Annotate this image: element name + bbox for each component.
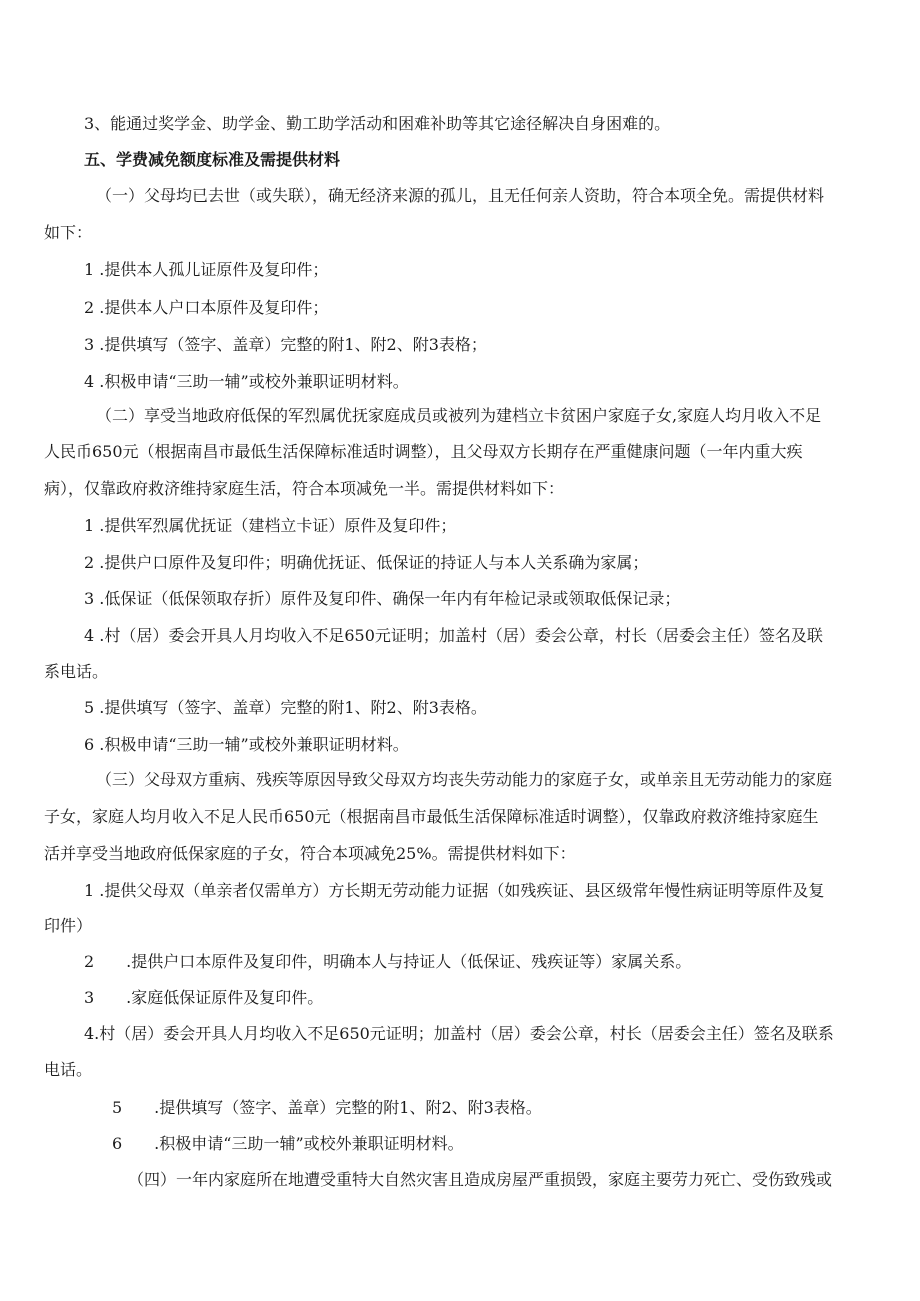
section-5-heading: 五、学费减免额度标准及需提供材料	[84, 150, 341, 169]
paragraph-2-line-1: （二）享受当地政府低保的军烈属优抚家庭成员或被列为建档立卡贫困户家庭子女,家庭人均月收入不足	[96, 406, 822, 425]
list-item: 1 .提供父母双（单亲者仅需单方）方长期无劳动能力证据（如残疾证、县区级常年慢性病证明等原件及复	[84, 881, 825, 900]
paragraph-1-line-2: 如下：	[44, 223, 93, 242]
list-item: 2 .提供户口本原件及复印件，明确本人与持证人（低保证、残疾证等）家属关系。	[84, 952, 692, 971]
list-item: 5 .提供填写（签字、盖章）完整的附1、附2、附3表格。	[112, 1098, 542, 1117]
paragraph-2-line-2: 人民币650元（根据南昌市最低生活保障标准适时调整），且父母双方长期存在严重健康问题（一年内重大疾	[44, 442, 803, 461]
paragraph-2-line-3: 病），仅靠政府救济维持家庭生活，符合本项减免一半。需提供材料如下：	[44, 479, 565, 498]
list-item: 6 .积极申请“三助一辅”或校外兼职证明材料。	[112, 1134, 464, 1153]
list-item-continuation: 电话。	[44, 1060, 93, 1079]
list-item-continuation: 印件）	[44, 916, 93, 935]
list-item: 3 .提供填写（签字、盖章）完整的附1、附2、附3表格；	[84, 335, 487, 354]
list-item: 1 .提供本人孤儿证原件及复印件；	[84, 260, 329, 279]
list-item: 4 .积极申请“三助一辅”或校外兼职证明材料。	[84, 372, 409, 391]
list-item: 4.村（居）委会开具人月均收入不足650元证明；加盖村（居）委会公章，村长（居委会主任）签名及联系	[84, 1024, 834, 1043]
paragraph-3-line-2: 子女，家庭人均月收入不足人民币650元（根据南昌市最低生活保障标准适时调整），仅靠政府救济维持家庭生	[44, 807, 819, 826]
list-item-continuation: 系电话。	[44, 662, 109, 681]
paragraph-1-line-1: （一）父母均已去世（或失联），确无经济来源的孤儿，且无任何亲人资助，符合本项全免。需提供材料	[96, 186, 825, 205]
list-item: 4 .村（居）委会开具人月均收入不足650元证明；加盖村（居）委会公章，村长（居委会主任）签名及联	[84, 626, 823, 645]
paragraph-3-line-1: （三）父母双方重病、残疾等原因导致父母双方均丧失劳动能力的家庭子女，或单亲且无劳动能力的家庭	[96, 770, 833, 789]
item-3-text: 3、能通过奖学金、助学金、勤工助学活动和困难补助等其它途径解决自身困难的。	[84, 114, 671, 133]
paragraph-4-line-1: （四）一年内家庭所在地遭受重特大自然灾害且造成房屋严重损毁，家庭主要劳力死亡、受伤致残或	[128, 1170, 833, 1189]
list-item: 5 .提供填写（签字、盖章）完整的附1、附2、附3表格。	[84, 698, 487, 717]
list-item: 2 .提供本人户口本原件及复印件；	[84, 298, 329, 317]
paragraph-3-line-3: 活并享受当地政府低保家庭的子女，符合本项减免25%。需提供材料如下：	[44, 844, 576, 863]
list-item: 3 .低保证（低保领取存折）原件及复印件、确保一年内有年检记录或领取低保记录；	[84, 589, 681, 608]
list-item: 1 .提供军烈属优抚证（建档立卡证）原件及复印件；	[84, 516, 457, 535]
list-item: 2 .提供户口原件及复印件；明确优抚证、低保证的持证人与本人关系确为家属；	[84, 553, 649, 572]
list-item: 6 .积极申请“三助一辅”或校外兼职证明材料。	[84, 735, 409, 754]
list-item: 3 .家庭低保证原件及复印件。	[84, 988, 324, 1007]
